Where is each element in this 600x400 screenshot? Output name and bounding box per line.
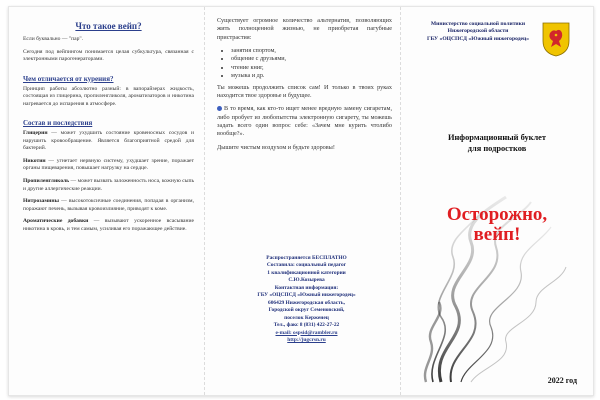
bullet-dot-icon [217,106,222,111]
address-line-2: Городской округ Семеновский, [268,307,345,314]
free-distribution: Распространяется БЕСПЛАТНО [266,255,347,261]
year-label: 2022 год [547,376,577,385]
list-item: • чтение книг, [231,64,392,72]
alternatives-intro: Существует огромное количество альтернатив, позволяющих жить полноценной жизнью, не приобретая пагубные пристрастия: [217,17,392,41]
author-name: С.Ю.Козырева [288,277,325,284]
what-paragraph-2: Сегодня под вейпингом понимается целая субкультура, связанная с электронными парогенераторами. [23,48,194,63]
booklet-title [407,133,587,154]
composition-nicotine [23,158,194,173]
phone-fax: Тел., факс 8 (831) 422-27-22 [273,322,340,329]
question-paragraph [217,105,392,138]
contact-info-label: Контактная информация: [274,284,339,291]
alternatives-list [217,47,392,80]
panel-middle [205,7,401,395]
website-link[interactable]: http://jugcrsn.ru [287,336,326,343]
composition-glycerin [23,130,194,153]
panel-cover [401,7,593,395]
difference-paragraph: Принцип работы абсолютно разный: в вапорайзерах жидкость, состоящая из глицерина, пропиленгликоля, ароматизаторов и никотина нагревается до испарения в атмосфере. [23,85,194,107]
continue-list-paragraph: Ты можешь продолжить список сам! И только в твоих руках находится твое здоровье и будущее. [217,83,392,99]
booklet-sheet [8,6,594,396]
composition-propylene-glycol [23,178,194,193]
ministry-line-2: Нижегородской области [447,28,509,35]
what-paragraph-1: Если буквально — "пар". [23,36,84,42]
qualification-category: 1 квалификационной категории [267,269,346,276]
desc-propylene-glycol: — может вызвать заложенность носа, кожную сыпь и другие аллергические реакции. [23,178,194,192]
warning-line-1: Осторожно, [446,204,548,225]
question-text: В то время, как кто-то ищет менее вредную замену сигаретам, либо пробует из любопытства электронную сигарету, ты можешь задать всего один вопрос себе: «Зачем мне курить чтолибо вообще?». [217,105,392,138]
booklet-title-line-1: Информационный буклет [447,133,547,142]
heading-what-is-vape: Что такое вейп? [75,21,142,31]
warning-title [405,205,589,245]
email-link[interactable]: e-mail: ospsid@rambler.ru [275,329,338,336]
ministry-line-1: Министерство социальной политики [430,21,526,27]
address-line-1: 606429 Нижегородская область, [268,299,345,306]
term-aromatic: Ароматические добавки [23,218,89,225]
term-nitrosamines: Нитрозамины [23,198,59,205]
desc-nicotine: — угнетает нервную систему, ухудшает зрение, поражает органы пищеварения, повышает нагрузку на сердце. [23,157,194,172]
heading-difference: Чем отличается от курения? [23,74,114,83]
ministry-line-3: ГБУ «ОЦСПСД «Южный нижегородец» [426,35,530,42]
list-item: • общение с друзьями, [231,55,392,63]
composition-nitrosamines [23,198,194,213]
composition-aromatic [23,218,194,233]
desc-glycerin: — может ухудшить состояние кровеносных сосудов и нарушить кровообращение. Является благоприятной средой для бактерий. [23,130,194,152]
desc-nitrosamines: — высокотоксичные соединения, попадая в организм, поражают печень, вызывая кровоизлияние, приводят к коме. [23,198,194,212]
list-item: • музыка и др. [231,72,392,80]
list-item: • занятия спортом, [231,47,392,55]
heading-composition: Состав и последствия [23,119,93,128]
address-line-3: поселок Керженец [284,314,329,321]
organization-name: ГБУ «ОЦСПСД «Южный нижегородец» [257,292,356,299]
term-nicotine: Никотин [23,157,46,164]
warning-line-2: вейп! [473,223,521,245]
contacts-block [223,255,390,344]
booklet-title-line-2: для подростков [467,143,527,153]
ministry-header [419,21,537,43]
panel-left [9,7,205,395]
desc-aromatic: — вызывают ускоренное всасывание никотина в кровь, и тем самым, усиливая его поражающее действие. [23,218,194,232]
compiled-by: Составила: социальный педагог [266,262,347,269]
closing-paragraph: Дышите чистым воздухом и будьте здоровы! [217,143,335,151]
coat-of-arms-emblem [541,21,571,57]
term-propylene-glycol: Пропиленгликоль [23,178,70,185]
term-glycerin: Глицерин [23,130,48,137]
